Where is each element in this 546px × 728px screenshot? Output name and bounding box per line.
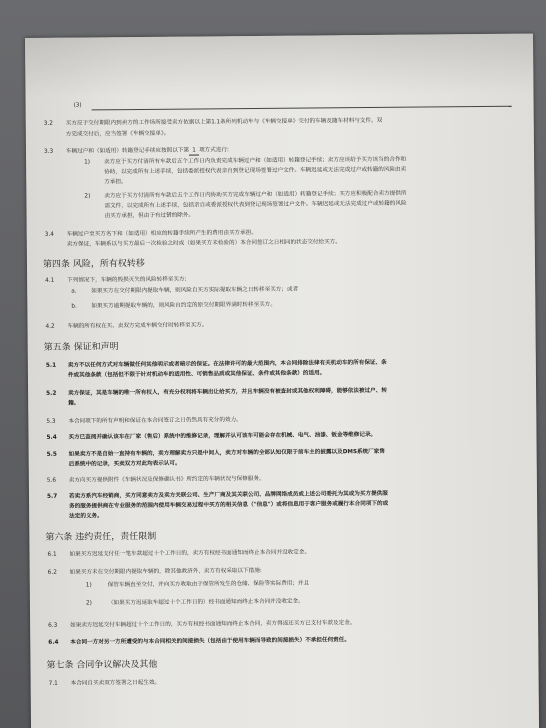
- page-shadow: [25, 34, 534, 98]
- article-7-title: 第七条 合同争议解决及其他: [46, 659, 158, 671]
- clause-6-4-num: 6.4: [48, 639, 59, 646]
- clause-3-2-num: 3.2: [43, 120, 54, 127]
- clause-7-1-text: 本合同自买卖双方签署之日起生效。: [70, 679, 161, 687]
- contract-page: [25, 34, 539, 728]
- clause-6-2-item2-num: 2): [85, 600, 92, 607]
- item-3-label: (3): [73, 102, 82, 109]
- clause-7-1-num: 7.1: [48, 680, 58, 687]
- clause-6-1-num: 6.1: [47, 551, 57, 558]
- clause-5-7-line2: 务的服务提供商在专业服务的范围内使用车辆交易过程中买方的相关信息（"信息"）或将信息用于客户服务或履行本合同项下的或: [69, 500, 389, 510]
- clause-3-3-item2-line1: 卖方应于买方付清所有车款后五个工作日内协助买方完成车辆过户和（如适用）转籍登记手续；买方应积极配合卖方提供所: [104, 190, 407, 200]
- clause-3-3-item1-line2: 协助，以完成所有上述手续，包括委派授权代表亲自到登记现场签署过户文件。车辆迟延或无法完成过户或转籍的风险由卖: [104, 166, 407, 176]
- clause-3-3-item2-line2: 需文件，以完成所有上述手续，包括亲自或委派授权代表到登记现场签署过户文件。车辆迟延或无法完成过户或转籍的风险: [104, 200, 407, 210]
- clause-5-1-line1: 卖方不以任何方式对车辆做任何其他明示或者暗示的保证。在法律许可的最大范围内，本合同排除法律有关机动车的所有保证、条: [67, 359, 387, 369]
- clause-3-3-item1-line3: 方承担。: [104, 179, 127, 186]
- clause-3-4-line2: 卖方保证，车辆系以与买方最后一次检验之时或（如果买方未检验的）本合同签订之日相同的状态交付给买方。: [66, 239, 341, 248]
- clause-6-3-num: 6.3: [48, 622, 58, 629]
- clause-5-7-num: 5.7: [46, 493, 58, 500]
- clause-5-7-line1: 若卖方系汽车经销商，买方同意卖方及卖方关联公司、生产厂商及其关联公司、品牌网络成员或上述公司委托为其或为买方提供服: [68, 490, 388, 500]
- clause-4-2-text: 车辆的所有权在买、卖双方完成车辆交付时转移至买方。: [67, 322, 208, 330]
- article-5-title: 第五条 保证和声明: [43, 342, 119, 353]
- clause-5-4-text: 买方已查阅并确认该车在厂家（售后）系统中的维修记录，理解并认可该车可能会存在机械、电气、油漆、钣金等维修记录。: [68, 431, 377, 441]
- clause-3-3-num: 3.3: [43, 148, 54, 155]
- clause-3-3-item2-num: 2): [84, 193, 91, 200]
- clause-3-3-item1-num: 1): [84, 159, 91, 166]
- clause-5-2-line1: 卖方保证，其是车辆的唯一所有权人，有充分权利将车辆出让给买方，并且车辆没有被查封或其他权利障碍，能够依法被过户、转: [68, 387, 387, 397]
- clause-4-1-num: 4.1: [45, 277, 55, 284]
- clause-4-1-a-text: 如果买方在交付期限内提取车辆，则风险自买方实际提取车辆之日转移至买方；或者: [91, 286, 299, 295]
- clause-3-2-line1: 买方应于交付期限内到卖方的工作场所接受卖方依据以上第1.1条所列机动车与《车辆交接单》交付的车辆及随车材料与文件。双: [65, 117, 383, 127]
- clause-3-4-num: 3.4: [44, 231, 54, 238]
- clause-4-1-b-num: b.: [71, 303, 77, 310]
- clause-5-1-num: 5.1: [45, 362, 57, 369]
- clause-6-2-num: 6.2: [47, 569, 57, 576]
- clause-5-3-text: 本合同项下的所有声明和保证在本合同签订之日仍然具有充分的效力。: [68, 417, 242, 425]
- article-4-title: 第四条 风险，所有权转移: [42, 258, 145, 270]
- clause-3-3-text-b: 项方式进行:: [199, 147, 229, 154]
- clause-6-2-item1-num: 1): [85, 582, 92, 589]
- clause-4-1-b-text: 如果买方逾期提取车辆的，则风险自约定的原交付期限界满时转移至买方。: [91, 301, 276, 310]
- clause-5-2-num: 5.2: [46, 390, 57, 397]
- clause-5-4-num: 5.4: [46, 434, 57, 441]
- clause-4-2-num: 4.2: [45, 323, 55, 330]
- clause-4-1-a-num: a.: [71, 288, 77, 295]
- clause-6-4-text: 本合同一方对另一方所遭受的与本合同相关的间接损失（包括由于使用车辆而导致的间接损失）不承担任何责任。: [70, 637, 350, 646]
- article-6-title: 第六条 违约责任，责任限制: [45, 531, 157, 543]
- clause-3-3-text-a: 车辆过户和（如适用）转籍登记手续应按照以下第: [65, 147, 190, 155]
- clause-5-6-text: 卖方向买方提供附件《车辆状况及保修确认书》所约定的车辆状况与保修服务。: [68, 475, 265, 484]
- clause-3-3-line1: [66, 146, 229, 156]
- clause-5-2-line2: 籍。: [68, 400, 80, 407]
- clause-5-1-line2: 件或其他条款（包括但不限于针对机动车的适用性、可销售品质或其他保证、条件或其他条款）的适用。: [67, 370, 326, 379]
- clause-6-2-item1-text: 保管车辆直至交付，并向买方收取由于保管所发生的仓储、保险等实际费用；并且: [107, 580, 310, 589]
- clause-6-3-text: 如果卖方迟延交付车辆超过十个工作日的，买方有权经书面通知而终止本合同，卖方得返还买方已支付车款及定金。: [70, 620, 356, 629]
- clause-3-4-line1: 车辆过户至买方名下和（如适用）相应的转籍手续所产生的费用由买方承担。: [66, 229, 257, 238]
- clause-6-2-text: 如果买方未在交付期限内提取车辆的，除其他救济外，卖方有权采取以下措施:: [69, 567, 262, 576]
- clause-6-2-item2-text: （如果买方迟延取车超过十个工作日的）经书面通知而终止本合同并没收定金。: [107, 598, 304, 607]
- clause-5-5-line2: 后系统中的记录，买卖双方对此均表示认可。: [68, 460, 181, 468]
- clause-5-6-num: 5.6: [46, 477, 57, 484]
- clause-3-3-item2-line3: 由买方承担，但由于有过错的除外。: [104, 212, 195, 220]
- clause-6-1-text: 如果买方迟延支付任一笔车款超过十个工作日的，卖方有权经书面通知而终止本合同并没收定金。: [69, 549, 311, 558]
- item-3-underline: [92, 106, 512, 111]
- clause-5-5-num: 5.5: [46, 451, 57, 458]
- clause-3-3-blank: 1: [189, 146, 199, 155]
- clause-5-7-line3: 法定的义务。: [69, 513, 103, 520]
- clause-3-2-line2: 方完成交付后，应当签署《车辆交接单》。: [65, 130, 170, 138]
- clause-3-3-item1-line1: 卖方应于买方付清所有车款后五个工作日内负责完成车辆过户和（如适用）转籍登记手续；卖方应该给予买方该当的合作和: [104, 156, 407, 166]
- clause-4-1-text: 下列情况下，车辆的毁损灭失的风险转移至买方:: [67, 276, 187, 284]
- clause-5-3-num: 5.3: [46, 418, 56, 425]
- clause-5-5-line1: 如果卖方不是自始一直持有车辆的，卖方理解卖方只是中间人，卖方对车辆的全部认知仅限于前车主的披露以及DMS系统厂家售: [68, 448, 385, 458]
